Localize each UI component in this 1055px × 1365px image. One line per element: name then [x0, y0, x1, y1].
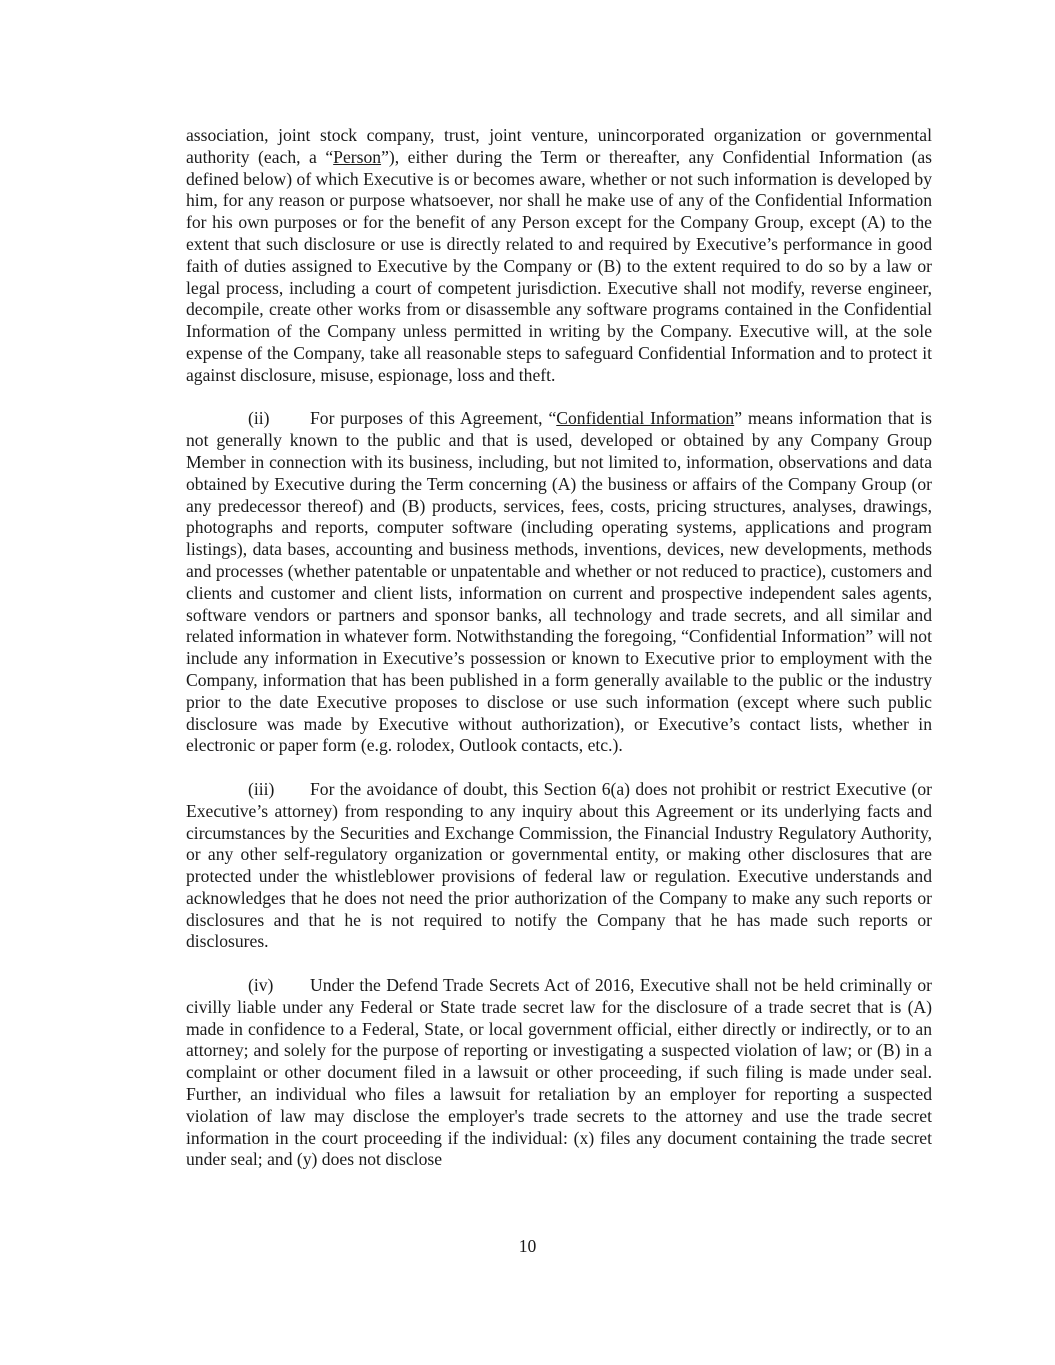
paragraph-number: (iv) — [248, 975, 274, 996]
paragraph-iii — [186, 779, 932, 953]
defined-term-confidential-information: Confidential Information — [556, 408, 735, 429]
paragraph-ii — [186, 408, 932, 757]
paragraph-number: (ii) — [248, 408, 270, 429]
document-page — [186, 125, 932, 1171]
paragraph-text: association, joint stock company, trust, joint venture, unincorporated organization or governmental authority (each, a “ — [186, 125, 932, 167]
paragraph-text: ”), either during the Term or thereafter, any Confidential Information (as defined below) of which Executive is or becomes aware, whether or not such information is developed by him, for any reason or purpose whatsoever, nor shall he make use of any of the Confidential Information for his own purposes or for the benefit of any Person except for the Company Group, except (A) to the extent that such disclosure or use is directly related to and required by Executive’s performance in good faith of duties assigned to Executive by the Company or (B) to the extent required to do so by a law or legal process, including a court of competent jurisdiction. Executive shall not modify, reverse engineer, decompile, create other works from or disassemble any software programs contained in the Confidential Information of the Company unless permitted in writing by the Company. Executive will, at the sole expense of the Company, take all reasonable steps to safeguard Confidential Information and to protect it against disclosure, misuse, espionage, loss and theft. — [186, 146, 932, 385]
paragraph-iv — [186, 975, 932, 1171]
defined-term-person: Person — [333, 146, 382, 167]
paragraph-continuation — [186, 125, 932, 387]
paragraph-text: ” means information that is not generally known to the public and that is used, developed or obtained by any Company Group Member in connection with its business, including, but not limited to, information, observations and data obtained by Executive during the Term concerning (A) the business or affairs of the Company Group (or any predecessor thereof) and (B) products, services, fees, costs, pricing structures, analyses, drawings, photographs and reports, computer software (including operating systems, applications and program listings), data bases, accounting and business methods, inventions, devices, new developments, methods and processes (whether patentable or unpatentable and whether or not reduced to practice), customers and clients and customer and client lists, information on current and prospective independent sales agents, software vendors or partners and sponsor banks, all technology and trade secrets, and all similar and related information in whatever form. Notwithstanding the foregoing, “Confidential Information” will not include any information in Executive’s possession or known to Executive prior to employment with the Company, information that has been published in a form generally available to the public or the industry prior to the date Executive proposes to disclose or use such information (except where such public disclosure was made by Executive without authorization), or Executive’s contact lists, whether in electronic or paper form (e.g. rolodex, Outlook contacts, etc.). — [186, 408, 932, 756]
paragraph-text: For the avoidance of doubt, this Section 6(a) does not prohibit or restrict Executive (or Executive’s attorney) from responding to any inquiry about this Agreement or its underlying facts and circumstances by the Securities and Exchange Commission, the Financial Industry Regulatory Authority, or any other self-regulatory organization or governmental entity, or making other disclosures that are protected under the whistleblower provisions of federal law or regulation. Executive understands and acknowledges that he does not need the prior authorization of the Company to make any such reports or disclosures and that he is not required to notify the Company that he has made such reports or disclosures. — [186, 778, 932, 952]
paragraph-text: For purposes of this Agreement, “ — [310, 408, 557, 429]
paragraph-number: (iii) — [248, 778, 275, 799]
paragraph-text: Under the Defend Trade Secrets Act of 2016, Executive shall not be held criminally or civilly liable under any Federal or State trade secret law for the disclosure of a trade secret that is (A) made in confidence to a Federal, State, or local government official, either directly or indirectly, or to an attorney; and solely for the purpose of reporting or investigating a suspected violation of law; or (B) in a complaint or other document filed in a lawsuit or other proceeding, if such filing is made under seal. Further, an individual who files a lawsuit for retaliation by an employer for reporting a suspected violation of law may disclose the employer's trade secrets to the attorney and use the trade secret information in the court proceeding if the individual: (x) files any document containing the trade secret under seal; and (y) does not disclose — [186, 975, 932, 1170]
page-number: 10 — [518, 1236, 537, 1256]
